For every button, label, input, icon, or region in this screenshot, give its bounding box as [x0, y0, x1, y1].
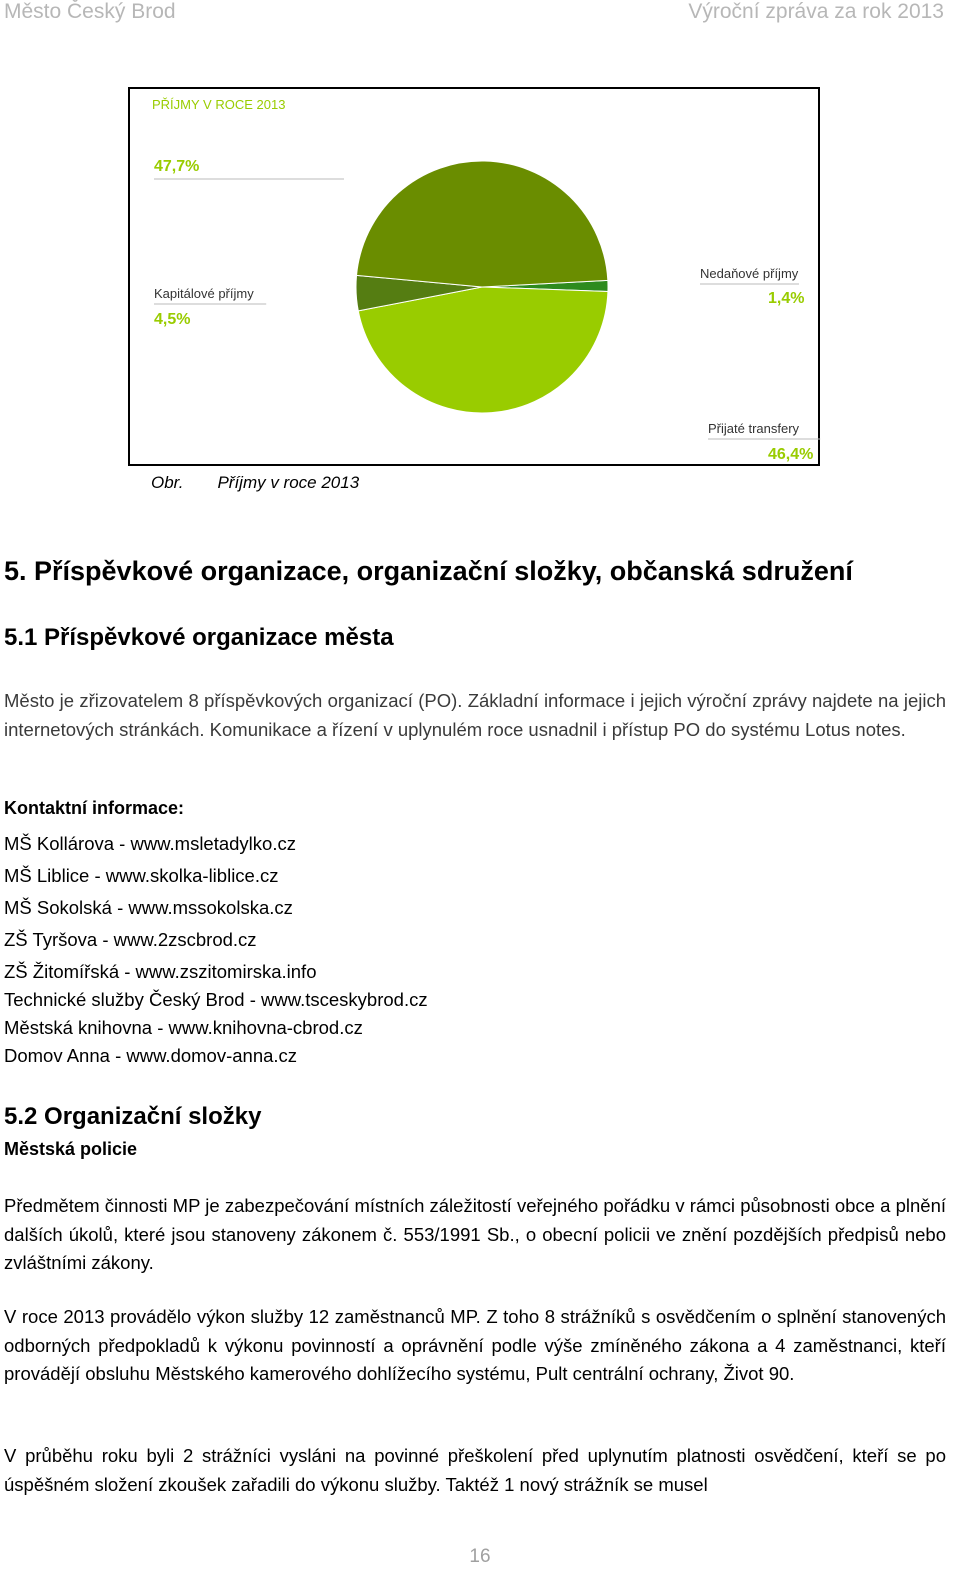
contact-item: ZŠ Tyršova - www.2zscbrod.cz: [4, 929, 257, 950]
slice-value-label: 1,4%: [768, 290, 805, 307]
section-5-2-heading: 5.2 Organizační složky: [4, 1103, 262, 1130]
contact-item: Domov Anna - www.domov-anna.cz: [4, 1045, 298, 1066]
police-paragraph-3: V průběhu roku byli 2 strážníci vysláni na povinné přeškolení před uplynutím platnosti osvědčení, kteří se po úspěšném složení zkoušek zařadili do výkonu služby. Taktéž 1 nový strážník se musel: [4, 1445, 946, 1495]
slice-label: Kapitálové příjmy: [154, 286, 254, 301]
slice-value-label: 46,4%: [768, 446, 814, 463]
caption-text: Příjmy v roce 2013: [217, 473, 360, 492]
city-police-heading: Městská policie: [4, 1139, 138, 1159]
slice-value-label: 4,5%: [154, 311, 191, 328]
contacts-heading: Kontaktní informace:: [4, 798, 185, 818]
slice-label: Přijaté transfery: [708, 421, 800, 436]
section-5-1-paragraph: Město je zřizovatelem 8 příspěvkových organizací (PO). Základní informace i jejich výroční zprávy najdete na jejich internetových stránkách. Komunikace a řízení v uplynulém roce usnadnil i přístup PO do systému Lotus notes.: [4, 690, 946, 740]
contact-item: MŠ Liblice - www.skolka-liblice.cz: [4, 865, 279, 886]
pie-slice: [357, 161, 608, 287]
pie-slice: [358, 287, 608, 413]
header-report-title: Výroční zpráva za rok 2013: [688, 0, 944, 23]
contact-item: Technické služby Český Brod - www.tsceskybrod.cz: [4, 989, 428, 1010]
contact-item: MŠ Sokolská - www.mssokolska.cz: [4, 897, 293, 918]
header-city: Město Český Brod: [4, 0, 176, 23]
pie-chart-svg: [130, 89, 822, 468]
police-paragraph-1: Předmětem činnosti MP je zabezpečování místních záležitostí veřejného pořádku v rámci působnosti obce a plnění dalších úkolů, které jsou stanoveny zákonem č. 553/1991 Sb., o obecní policii ve znění pozdějších předpisů nebo zvláštními zákony.: [4, 1195, 946, 1273]
chart-title: PŘÍJMY V ROCE 2013: [152, 97, 286, 112]
contact-item: ZŠ Žitomířská - www.zszitomirska.info: [4, 961, 317, 982]
police-paragraph-2: V roce 2013 provádělo výkon služby 12 zaměstnanců MP. Z toho 8 strážníků s osvědčením o splnění stanovených odborných předpokladů k výkonu povinností a oprávnění podle výše zmíněného zákona a 4 zaměstnanci, kteří provádějí obsluhu Městského kamerového dohlížecího systému, Pult centrální ochrany, Život 90.: [4, 1306, 946, 1384]
contact-item: MŠ Kollárova - www.msletadylko.cz: [4, 833, 296, 854]
contact-item: Městská knihovna - www.knihovna-cbrod.cz: [4, 1017, 363, 1038]
section-5-heading: 5. Příspěvkové organizace, organizační složky, občanská sdružení: [4, 556, 853, 586]
slice-label: Nedaňové příjmy: [700, 266, 799, 281]
figure-caption: [151, 473, 359, 493]
slice-value-label: 47,7%: [154, 158, 200, 175]
income-pie-chart: [128, 87, 820, 466]
caption-prefix: Obr.: [151, 473, 184, 492]
contacts-list: [4, 831, 428, 1071]
page-number: 16: [469, 1546, 491, 1567]
section-5-1-heading: 5.1 Příspěvkové organizace města: [4, 624, 394, 651]
